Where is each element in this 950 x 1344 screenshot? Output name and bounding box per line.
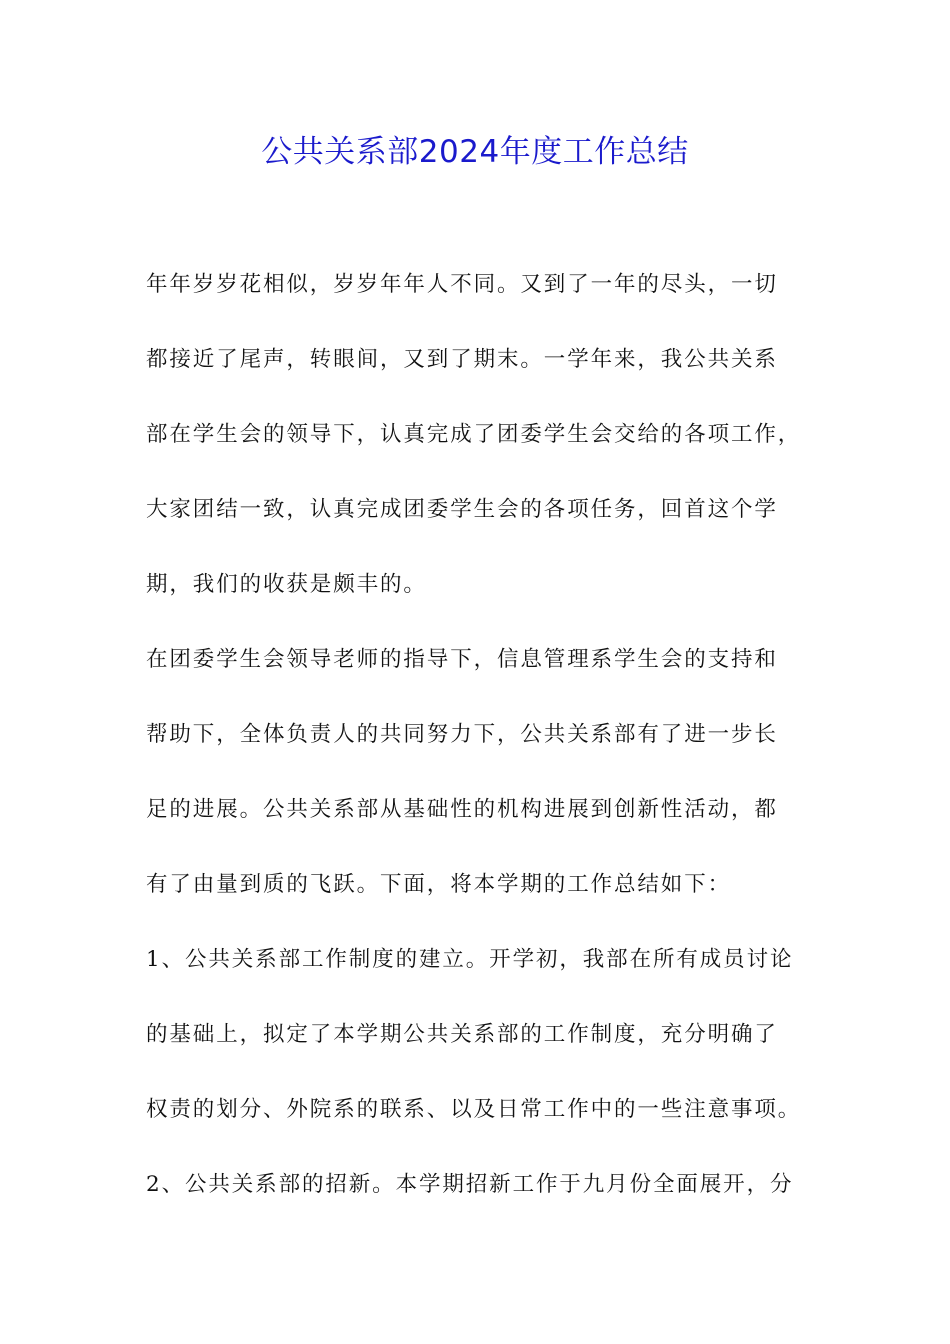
paragraph-guidance [146, 637, 806, 937]
text-line: 的基础上，拟定了本学期公共关系部的工作制度，充分明确了 [146, 1022, 778, 1047]
text-line: 帮助下，全体负责人的共同努力下，公共关系部有了进一步长 [146, 722, 778, 747]
text-line: 足的进展。公共关系部从基础性的机构进展到创新性活动，都 [146, 797, 778, 822]
document-title: 公共关系部2024年度工作总结 [261, 134, 689, 170]
paragraph-intro [146, 262, 806, 637]
text-line: 部在学生会的领导下，认真完成了团委学生会交给的各项工作， [146, 422, 802, 447]
text-line: 都接近了尾声，转眼间，又到了期末。一学年来，我公共关系 [146, 347, 778, 372]
text-line: 年年岁岁花相似，岁岁年年人不同。又到了一年的尽头，一切 [146, 272, 778, 297]
text-line: 1、公共关系部工作制度的建立。开学初，我部在所有成员讨论 [146, 947, 794, 972]
document-body [146, 262, 806, 1237]
paragraph-item-1 [146, 937, 806, 1162]
text-line: 有了由量到质的飞跃。下面，将本学期的工作总结如下： [146, 872, 732, 897]
text-line: 大家团结一致，认真完成团委学生会的各项任务，回首这个学 [146, 497, 778, 522]
text-line: 2、公共关系部的招新。本学期招新工作于九月份全面展开，分 [146, 1172, 794, 1197]
text-line: 期，我们的收获是颇丰的。 [146, 572, 427, 597]
text-line: 权责的划分、外院系的联系、以及日常工作中的一些注意事项。 [146, 1097, 802, 1122]
text-line: 在团委学生会领导老师的指导下，信息管理系学生会的支持和 [146, 647, 778, 672]
paragraph-item-2 [146, 1162, 806, 1237]
